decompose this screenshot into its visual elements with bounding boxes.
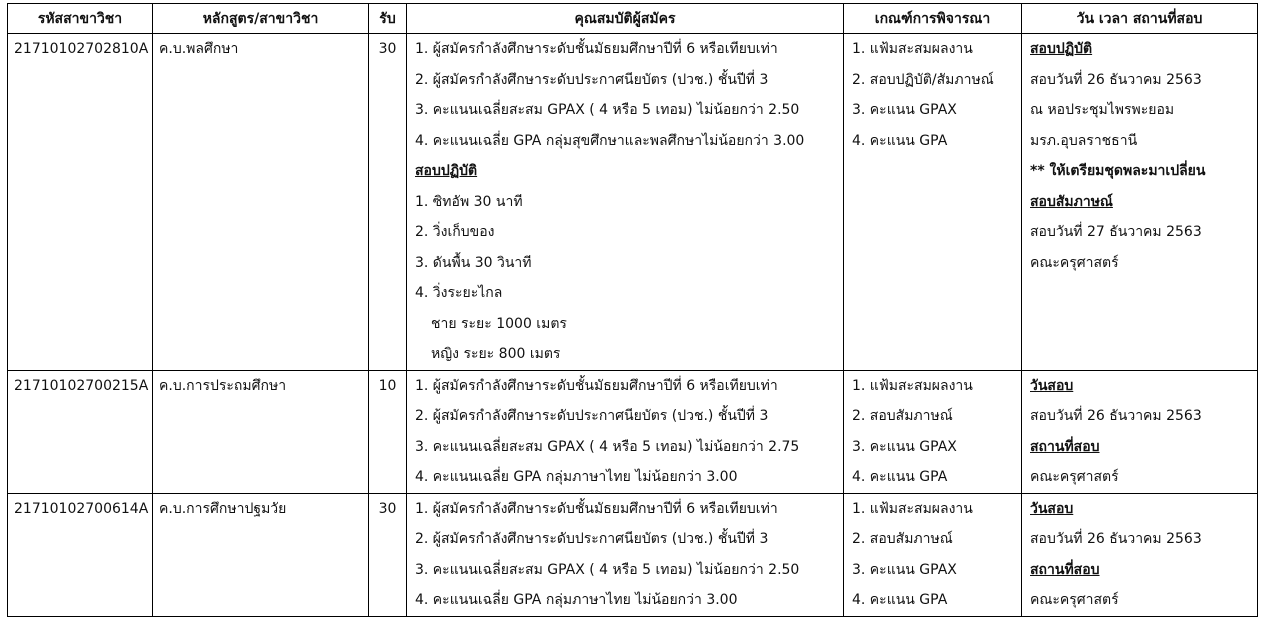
criteria-item: 3. คะแนน GPAX — [852, 102, 957, 118]
schedule-cell — [1022, 493, 1258, 616]
practical-test-item: 2. วิ่งเก็บของ — [415, 224, 495, 240]
schedule-item: คณะครุศาสตร์ — [1030, 592, 1119, 608]
criteria-item: 1. แฟ้มสะสมผลงาน — [852, 377, 973, 394]
practical-test-heading: สอบปฏิบัติ — [415, 163, 478, 179]
quota-cell — [369, 370, 407, 493]
program-code-cell — [8, 34, 153, 371]
admission-table — [7, 3, 1258, 617]
practical-test-item: 3. ดันพื้น 30 วินาที — [415, 254, 532, 271]
quota-value: 30 — [378, 500, 397, 517]
criteria-item: 3. คะแนน GPAX — [852, 438, 957, 455]
schedule-cell — [1022, 370, 1258, 493]
program-name-cell — [153, 493, 369, 616]
quota-cell — [369, 493, 407, 616]
program-code-cell — [8, 370, 153, 493]
qualifications-cell — [407, 370, 844, 493]
schedule-item: สอบวันที่ 26 ธันวาคม 2563 — [1030, 408, 1202, 424]
program-code: 21710102700614A — [14, 500, 149, 517]
schedule-heading: วันสอบ — [1030, 500, 1074, 517]
practical-test-subitem: ชาย ระยะ 1000 เมตร — [431, 315, 567, 332]
schedule-item: สอบวันที่ 26 ธันวาคม 2563 — [1030, 531, 1202, 547]
qualification-item: 1. ผู้สมัครกำลังศึกษาระดับชั้นมัธยมศึกษาปีที่ 6 หรือเทียบเท่า — [415, 41, 778, 57]
schedule-heading: สถานที่สอบ — [1030, 561, 1100, 578]
criteria-cell — [844, 370, 1022, 493]
qualification-item: 2. ผู้สมัครกำลังศึกษาระดับประกาศนียบัตร (ปวช.) ชั้นปีที่ 3 — [415, 531, 769, 547]
criteria-item: 2. สอบปฏิบัติ/สัมภาษณ์ — [852, 71, 994, 88]
header-quota: รับ — [369, 4, 407, 34]
table-row — [8, 370, 1258, 493]
practical-test-subitem: หญิง ระยะ 800 เมตร — [431, 346, 561, 362]
schedule-item: คณะครุศาสตร์ — [1030, 469, 1119, 485]
program-code-cell — [8, 493, 153, 616]
program-code: 21710102700215A — [14, 377, 149, 394]
program-name: ค.บ.การประถมศึกษา — [159, 377, 287, 394]
header-qualifications: คุณสมบัติผู้สมัคร — [407, 4, 844, 34]
program-code: 21710102702810A — [14, 41, 149, 57]
table-row — [8, 34, 1258, 371]
practical-test-item: 1. ซิทอัพ 30 นาที — [415, 193, 523, 210]
qualification-item: 4. คะแนนเฉลี่ย GPA กลุ่มภาษาไทย ไม่น้อยกว่า 3.00 — [415, 469, 738, 485]
program-name: ค.บ.การศึกษาปฐมวัย — [159, 500, 287, 517]
header-criteria: เกณฑ์การพิจารณา — [844, 4, 1022, 34]
qualification-item: 2. ผู้สมัครกำลังศึกษาระดับประกาศนียบัตร (ปวช.) ชั้นปีที่ 3 — [415, 408, 769, 424]
criteria-item: 2. สอบสัมภาษณ์ — [852, 531, 953, 547]
qualification-item: 4. คะแนนเฉลี่ย GPA กลุ่มสุขศึกษาและพลศึกษาไม่น้อยกว่า 3.00 — [415, 132, 805, 149]
schedule-item: มรภ.อุบลราชธานี — [1030, 132, 1138, 149]
practical-test-item: 4. วิ่งระยะไกล — [415, 285, 503, 301]
qualification-item: 3. คะแนนเฉลี่ยสะสม GPAX ( 4 หรือ 5 เทอม) ไม่น้อยกว่า 2.75 — [415, 438, 800, 455]
criteria-item: 1. แฟ้มสะสมผลงาน — [852, 41, 973, 57]
criteria-item: 1. แฟ้มสะสมผลงาน — [852, 500, 973, 517]
criteria-cell — [844, 493, 1022, 616]
schedule-heading: สถานที่สอบ — [1030, 438, 1100, 455]
schedule-item: ณ หอประชุมไพรพะยอม — [1030, 102, 1175, 118]
qualification-item: 1. ผู้สมัครกำลังศึกษาระดับชั้นมัธยมศึกษาปีที่ 6 หรือเทียบเท่า — [415, 500, 778, 517]
quota-value: 30 — [378, 41, 397, 57]
program-name-cell — [153, 34, 369, 371]
criteria-cell — [844, 34, 1022, 371]
header-row — [8, 4, 1258, 34]
header-schedule: วัน เวลา สถานที่สอบ — [1022, 4, 1258, 34]
qualification-item: 3. คะแนนเฉลี่ยสะสม GPAX ( 4 หรือ 5 เทอม) ไม่น้อยกว่า 2.50 — [415, 102, 800, 118]
schedule-cell — [1022, 34, 1258, 371]
schedule-item: สอบวันที่ 26 ธันวาคม 2563 — [1030, 71, 1202, 88]
program-name-cell — [153, 370, 369, 493]
schedule-heading: สอบสัมภาษณ์ — [1030, 193, 1113, 210]
criteria-item: 4. คะแนน GPA — [852, 592, 948, 608]
qualifications-cell — [407, 34, 844, 371]
criteria-item: 2. สอบสัมภาษณ์ — [852, 408, 953, 424]
criteria-item: 3. คะแนน GPAX — [852, 561, 957, 578]
qualification-item: 2. ผู้สมัครกำลังศึกษาระดับประกาศนียบัตร (ปวช.) ชั้นปีที่ 3 — [415, 71, 769, 88]
schedule-item: คณะครุศาสตร์ — [1030, 254, 1119, 271]
schedule-note: ** ให้เตรียมชุดพละมาเปลี่ยน — [1030, 163, 1206, 179]
program-name: ค.บ.พลศึกษา — [159, 41, 239, 57]
quota-value: 10 — [378, 377, 397, 394]
header-program: หลักสูตร/สาขาวิชา — [153, 4, 369, 34]
criteria-item: 4. คะแนน GPA — [852, 132, 948, 149]
qualification-item: 3. คะแนนเฉลี่ยสะสม GPAX ( 4 หรือ 5 เทอม) ไม่น้อยกว่า 2.50 — [415, 561, 800, 578]
schedule-heading: สอบปฏิบัติ — [1030, 41, 1093, 57]
criteria-item: 4. คะแนน GPA — [852, 469, 948, 485]
quota-cell — [369, 34, 407, 371]
schedule-item: สอบวันที่ 27 ธันวาคม 2563 — [1030, 224, 1202, 240]
qualifications-cell — [407, 493, 844, 616]
qualification-item: 4. คะแนนเฉลี่ย GPA กลุ่มภาษาไทย ไม่น้อยกว่า 3.00 — [415, 592, 738, 608]
qualification-item: 1. ผู้สมัครกำลังศึกษาระดับชั้นมัธยมศึกษาปีที่ 6 หรือเทียบเท่า — [415, 377, 778, 394]
table-row — [8, 493, 1258, 616]
schedule-heading: วันสอบ — [1030, 377, 1074, 394]
header-code: รหัสสาขาวิชา — [8, 4, 153, 34]
